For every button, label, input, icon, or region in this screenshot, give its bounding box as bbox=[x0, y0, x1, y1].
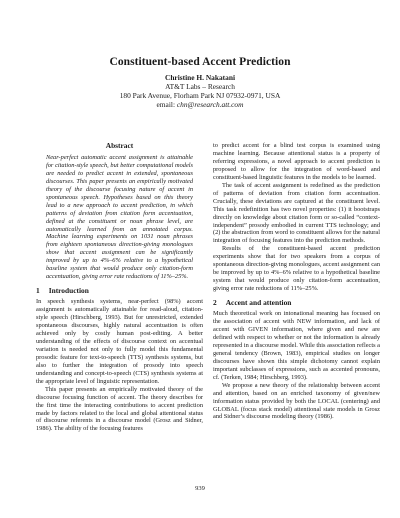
intro-paragraph-1: In speech synthesis systems, near-perfect (98%) accent assignment is automatically attainable for read-aloud, citation-style speech (Hirschberg, 1993). But for unrestricted, extended spontaneous discourses, highly natural accentuation is often achieved only by costly human post-editing. A better understanding of the effects of discourse context on accentual variation is needed not only to fully model this fundamental prosodic feature for text-to-speech (TTS) synthesis systems, but also to further the integration of prosody into speech understanding and concept-to-speech (CTS) synthesis systems at the appropriate level of linguistic representation. bbox=[36, 298, 203, 385]
intro-paragraph-2: This paper presents an empirically motivated theory of the discourse focusing function of accent. The theory describes for the first time the interacting contributions to accent prediction made by factors related to the local and global attentional status of discourse referents in a discourse model (Grosz and Sidner, 1986). The ability of the focusing features bbox=[36, 385, 203, 433]
section2-paragraph-2: We propose a new theory of the relationship between accent and attention, based on an enriched taxonomy of given/new information status provided by both the LOCAL (centering) and GLOBAL (focus stack model) attentional state models in Grosz and Sidner’s discourse modeling theory (1986). bbox=[213, 381, 380, 421]
section-heading-accent-attention bbox=[213, 299, 380, 307]
author-address: 180 Park Avenue, Florham Park NJ 07932-0971, USA bbox=[119, 91, 281, 100]
right-column bbox=[213, 142, 380, 421]
author-email[interactable]: chn@research.att.com bbox=[176, 100, 244, 109]
page-number: 939 bbox=[195, 485, 205, 492]
body-paragraph-2: The task of accent assignment is redefined as the prediction of patterns of deviation from citation form accentuation. Crucially, these deviations are captured at the constituent level. This task redefinition has two novel properties: (1) it bootstraps directly on knowledge about citation form or so-called “context-independent” prosody embodied in current TTS technology; and (2) the abstraction from word to constituent allows for the natural integration of focusing features into the prediction methods. bbox=[213, 181, 380, 245]
abstract-heading: Abstract bbox=[105, 141, 134, 150]
section-number: 2 bbox=[213, 298, 217, 308]
section-heading-introduction bbox=[36, 287, 203, 295]
author-name: Christine H. Nakatani bbox=[164, 73, 235, 82]
paper-title: Constituent-based Accent Prediction bbox=[109, 56, 291, 68]
email-label: email: bbox=[156, 100, 176, 109]
section2-paragraph-1: Much theoretical work on intonational meaning has focused on the association of accent with NEW information, and lack of accent with GIVEN information, where given and new are defined with respect to whether or not the information is already represented in a discourse model. While this association reflects a general tendency (Brown, 1983), empirical studies on longer discourses have shown this simple dichotomy cannot explain important subclasses of expressions, such as accented pronouns, cf. (Terken, 1984; Hirschberg, 1993). bbox=[213, 310, 380, 381]
body-paragraph-1: to predict accent for a blind test corpus is examined using machine learning. Because attentional status is a property of referring expressions, a novel approach to accent prediction is proposed to allow for the integration of word-based and constituent-based linguistic features in the models to be learned. bbox=[213, 142, 380, 181]
body-paragraph-3: Results of the constituent-based accent prediction experiments show that for two speakers from a corpus of spontaneous direction-giving monologues, accent assignment can be improved by up to 4%–6% relative to a hypothetical baseline system that would produce only citation-form accentuation, giving error rate reductions of 11%–25%. bbox=[213, 245, 380, 293]
section-title: Accent and attention bbox=[225, 298, 292, 308]
section-title: Introduction bbox=[48, 286, 89, 296]
author-block bbox=[0, 73, 400, 109]
section-number: 1 bbox=[36, 286, 40, 296]
author-affiliation: AT&T Labs – Research bbox=[165, 82, 235, 91]
left-column bbox=[36, 142, 203, 433]
abstract-text: Near-perfect automatic accent assignment is attainable for citation-style speech, but better computational models are needed to predict accent in extended, spontaneous discourses. This paper presents an empirically motivated theory of the discourse focusing nature of accent in spontaneous speech. Hypotheses based on this theory lead to a new approach to accent prediction, in which patterns of deviation from citation form accentuation, defined at the constituent or noun phrase level, are automatically learned from an annotated corpus. Machine learning experiments on 1031 noun phrases from eighteen spontaneous direction-giving monologues show that accent assignment can be significantly improved by up to 4%–6% relative to a hypothetical baseline system that would produce only citation-form accentuation, giving error rate reductions of 11%–25%. bbox=[46, 153, 193, 281]
author-email-line bbox=[0, 100, 400, 109]
